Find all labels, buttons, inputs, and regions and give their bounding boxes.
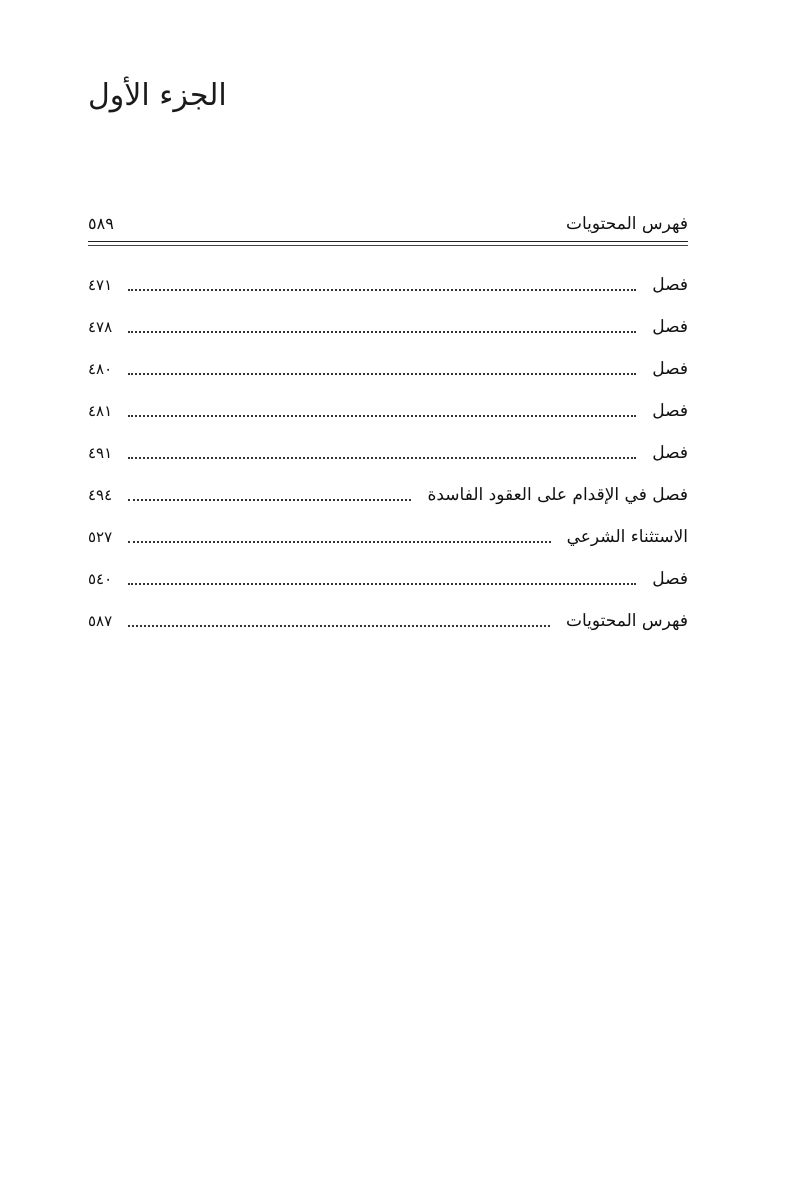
toc-dot-leader: [128, 498, 411, 501]
toc-entry[interactable]: [88, 600, 688, 642]
toc-entry-title: الاستثناء الشرعي: [566, 527, 688, 547]
toc-entry-title: فصل: [652, 359, 688, 379]
toc-entry-page: ٥٨٧: [88, 612, 113, 630]
toc-dot-leader: [128, 372, 636, 375]
toc-entry-page: ٥٤٠: [88, 570, 113, 588]
toc-entry-page: ٤٩١: [88, 444, 113, 462]
toc-entry[interactable]: [88, 264, 688, 306]
header-rule-secondary: [88, 245, 688, 246]
toc-entry-title: فصل: [652, 317, 688, 337]
toc-entry[interactable]: [88, 390, 688, 432]
toc-entry-page: ٤٨١: [88, 402, 113, 420]
toc-entry-title: فصل: [652, 275, 688, 295]
toc-entry-page: ٤٩٤: [88, 486, 113, 504]
running-head-title: فهرس المحتويات: [565, 214, 688, 234]
table-of-contents: [88, 264, 688, 642]
toc-dot-leader: [128, 330, 636, 333]
header-rule: [88, 241, 688, 242]
toc-dot-leader: [128, 288, 636, 291]
toc-entry-title: فصل: [652, 443, 688, 463]
toc-entry-page: ٤٧٨: [88, 318, 113, 336]
toc-entry-title: فصل: [652, 569, 688, 589]
toc-dot-leader: [128, 624, 550, 627]
toc-entry-page: ٤٨٠: [88, 360, 113, 378]
toc-entry-title: فهرس المحتويات: [565, 611, 688, 631]
toc-entry-title: فصل: [652, 401, 688, 421]
toc-entry[interactable]: [88, 558, 688, 600]
running-head: [88, 210, 688, 240]
toc-dot-leader: [128, 540, 551, 543]
toc-entry-title: فصل في الإقدام على العقود الفاسدة: [427, 485, 688, 505]
toc-entry[interactable]: [88, 516, 688, 558]
toc-entry[interactable]: [88, 348, 688, 390]
toc-entry[interactable]: [88, 432, 688, 474]
toc-entry[interactable]: [88, 306, 688, 348]
toc-entry-page: ٥٢٧: [88, 528, 113, 546]
running-head-page-number: ٥٨٩: [88, 214, 114, 233]
toc-dot-leader: [128, 456, 636, 459]
toc-dot-leader: [128, 414, 636, 417]
toc-entry-page: ٤٧١: [88, 276, 113, 294]
toc-entry[interactable]: [88, 474, 688, 516]
toc-dot-leader: [128, 582, 636, 585]
volume-title: الجزء الأول: [88, 78, 227, 113]
